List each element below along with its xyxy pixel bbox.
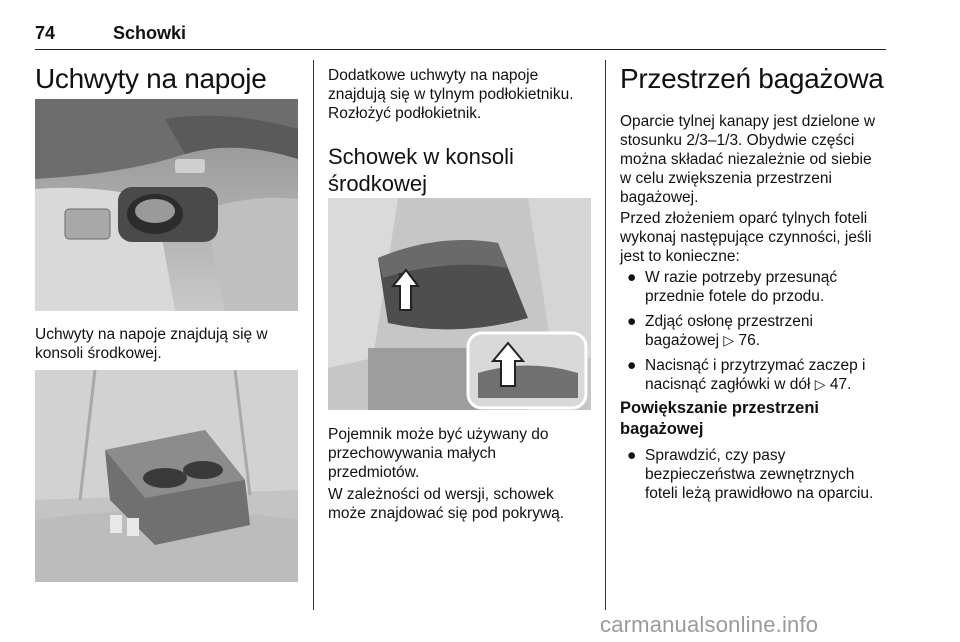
- enlarging-space-heading: Powiększanie przestrzeni bagażowej: [620, 399, 819, 438]
- center-console-storage-photo: [328, 198, 591, 410]
- before-folding-text: Przed złożeniem oparć tylnych foteli wykonaj następujące czynności, jeśli jest to konieczne:: [620, 210, 872, 265]
- extra-cupholders-text: Dodatkowe uchwyty na napoje znajdują się w tylnym podłokietniku. Rozłożyć podłokietnik.: [328, 67, 574, 122]
- bullet-icon: ●: [627, 313, 637, 330]
- list-item: ● Nacisnąć i przytrzymać zaczep i nacisnąć zagłówki w dół ▷ 47.: [627, 357, 866, 393]
- console-cupholder-photo: [35, 99, 298, 311]
- luggage-intro-text: Oparcie tylnej kanapy jest dzielone w stosunku 2/3–1/3. Obydwie części można składać niezależnie od siebie w celu zwiększenia przestrzeni bagażowej.: [620, 113, 876, 206]
- bullet-icon: ●: [627, 269, 637, 286]
- watermark: carmanualsonline.info: [600, 612, 819, 637]
- page-number: 74: [35, 23, 56, 43]
- section-title: Schowki: [113, 23, 187, 43]
- luggage-space-heading: Przestrzeń bagażowa: [620, 63, 884, 94]
- bullet-icon: ●: [627, 357, 637, 374]
- bullet-icon: ●: [627, 447, 637, 464]
- page-ref-icon[interactable]: ▷: [723, 332, 735, 348]
- before-folding-list: [620, 268, 890, 394]
- header-divider: [35, 49, 886, 50]
- storage-cover-text: W zależności od wersji, schowek może znajdować się pod pokrywą.: [328, 486, 565, 522]
- page-ref-link[interactable]: 47.: [829, 376, 852, 393]
- column-divider-right: [605, 60, 606, 610]
- rear-armrest-cupholder-photo: [35, 370, 298, 582]
- column-divider-left: [313, 60, 314, 610]
- enlarging-space-list: [620, 446, 895, 503]
- storage-bin-text: Pojemnik może być używany do przechowywania małych przedmiotów.: [328, 426, 549, 481]
- cupholders-heading: Uchwyty na napoje: [35, 63, 267, 94]
- page-ref-icon[interactable]: ▷: [814, 376, 826, 392]
- cupholders-caption: Uchwyty na napoje znajdują się w konsoli środkowej.: [35, 326, 268, 362]
- page-ref-link[interactable]: 76.: [738, 332, 761, 349]
- console-storage-heading: Schowek w konsoli środkowej: [328, 144, 514, 196]
- list-item: ● W razie potrzeby przesunąć przednie fotele do przodu.: [627, 269, 838, 305]
- list-item: ● Zdjąć osłonę przestrzeni bagażowej ▷ 76.: [627, 313, 813, 349]
- list-item: ● Sprawdzić, czy pasy bezpieczeństwa zewnętrznych foteli leżą prawidłowo na oparciu.: [627, 447, 874, 502]
